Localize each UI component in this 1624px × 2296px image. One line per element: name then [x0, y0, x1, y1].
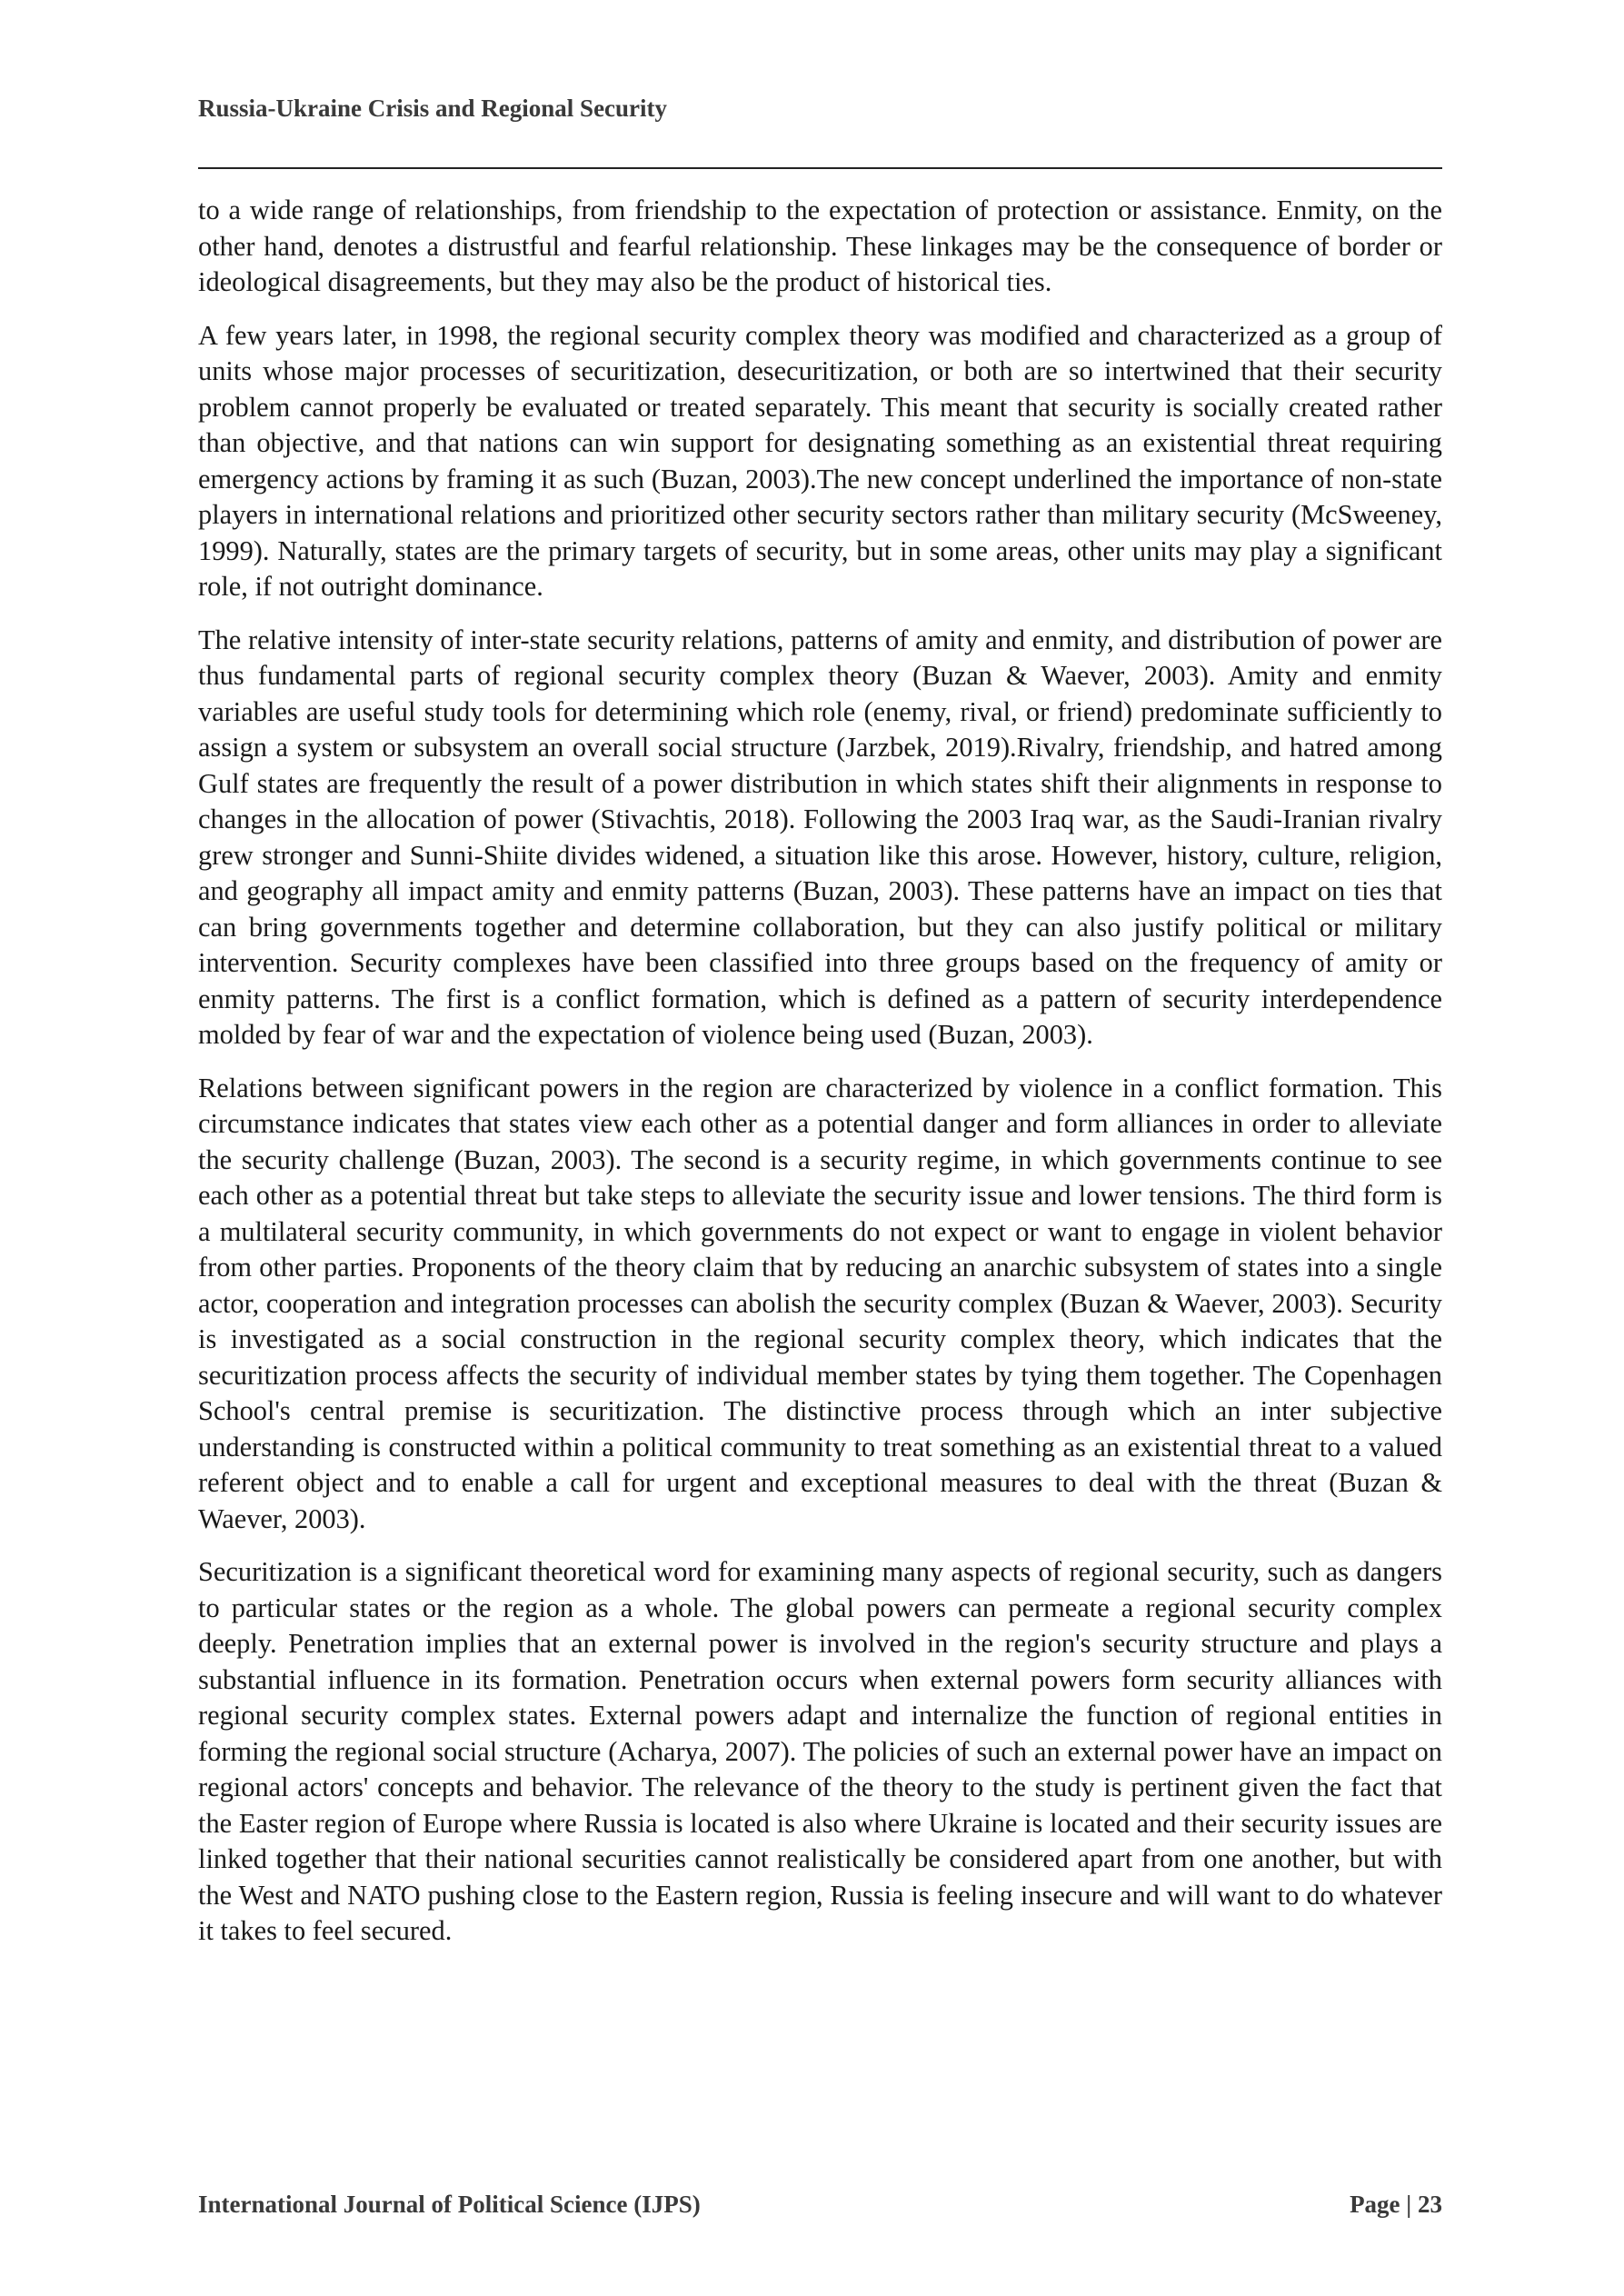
page-number: Page | 23 — [1350, 2191, 1442, 2218]
paragraph: to a wide range of relationships, from friendship to the expectation of protection or assistance. Enmity, on the other hand, denotes a distrustful and fearful relationship. These linkages may be the consequence of border or ideological disagreements, but they may also be the product of historical ties. — [198, 195, 1442, 297]
paragraph: Securitization is a significant theoretical word for examining many aspects of regional security, such as dangers to particular states or the region as a whole. The global powers can permeate a regional security complex deeply. Penetration implies that an external power is involved in the region's security structure and plays a substantial influence in its formation. Penetration occurs when external powers form security alliances with regional security complex states. External powers adapt and internalize the function of regional entities in forming the regional social structure (Acharya, 2007). The policies of such an external power have an impact on regional actors' concepts and behavior. The relevance of the theory to the study is pertinent given the fact that the Easter region of Europe where Russia is located is also where Ukraine is located and their security issues are linked together that their national securities cannot realistically be considered apart from one another, but with the West and NATO pushing close to the Eastern region, Russia is feeling insecure and will want to do whatever it takes to feel secured. — [198, 1556, 1442, 1946]
article-body — [198, 193, 1442, 1967]
paragraph: Relations between significant powers in the region are characterized by violence in a conflict formation. This circumstance indicates that states view each other as a potential danger and form alliances in order to alleviate the security challenge (Buzan, 2003). The second is a security regime, in which governments continue to see each other as a potential threat but take steps to alleviate the security issue and lower tensions. The third form is a multilateral security community, in which governments do not expect or want to engage in violent behavior from other parties. Proponents of the theory claim that by reducing an anarchic subsystem of states into a single actor, cooperation and integration processes can abolish the security complex (Buzan & Waever, 2003). Security is investigated as a social construction in the regional security complex theory, which indicates that the securitization process affects the security of individual member states by tying them together. The Copenhagen School's central premise is securitization. The distinctive process through which an inter subjective understanding is constructed within a political community to treat something as an existential threat to a valued referent object and to enable a call for urgent and exceptional measures to deal with the threat (Buzan & Waever, 2003). — [198, 1072, 1442, 1534]
header-divider — [198, 167, 1442, 169]
paragraph: The relative intensity of inter-state security relations, patterns of amity and enmity, and distribution of power are thus fundamental parts of regional security complex theory (Buzan & Waever, 2003). Amity and enmity variables are useful study tools for determining which role (enemy, rival, or friend) predominate sufficiently to assign a system or subsystem an overall social structure (Jarzbek, 2019).Rivalry, friendship, and hatred among Gulf states are frequently the result of a power distribution in which states shift their alignments in response to changes in the allocation of power (Stivachtis, 2018). Following the 2003 Iraq war, as the Saudi-Iranian rivalry grew stronger and Sunni-Shiite divides widened, a situation like this arose. However, history, culture, religion, and geography all impact amity and enmity patterns (Buzan, 2003). These patterns have an impact on ties that can bring governments together and determine collaboration, but they can also justify political or military intervention. Security complexes have been classified into three groups based on the frequency of amity or enmity patterns. The first is a conflict formation, which is defined as a pattern of security interdependence molded by fear of war and the expectation of violence being used (Buzan, 2003). — [198, 624, 1442, 1050]
running-footer — [198, 2191, 1442, 2219]
running-header-title: Russia-Ukraine Crisis and Regional Security — [198, 95, 668, 122]
journal-name: International Journal of Political Science (IJPS) — [198, 2191, 701, 2218]
paragraph: A few years later, in 1998, the regional security complex theory was modified and characterized as a group of units whose major processes of securitization, desecuritization, or both are so intertwined that their security problem cannot properly be evaluated or treated separately. This meant that security is socially created rather than objective, and that nations can win support for designating something as an existential threat requiring emergency actions by framing it as such (Buzan, 2003).The new concept underlined the importance of non-state players in international relations and prioritized other security sectors rather than military security (McSweeney, 1999). Naturally, states are the primary targets of security, but in some areas, other units may play a significant role, if not outright dominance. — [198, 319, 1442, 602]
